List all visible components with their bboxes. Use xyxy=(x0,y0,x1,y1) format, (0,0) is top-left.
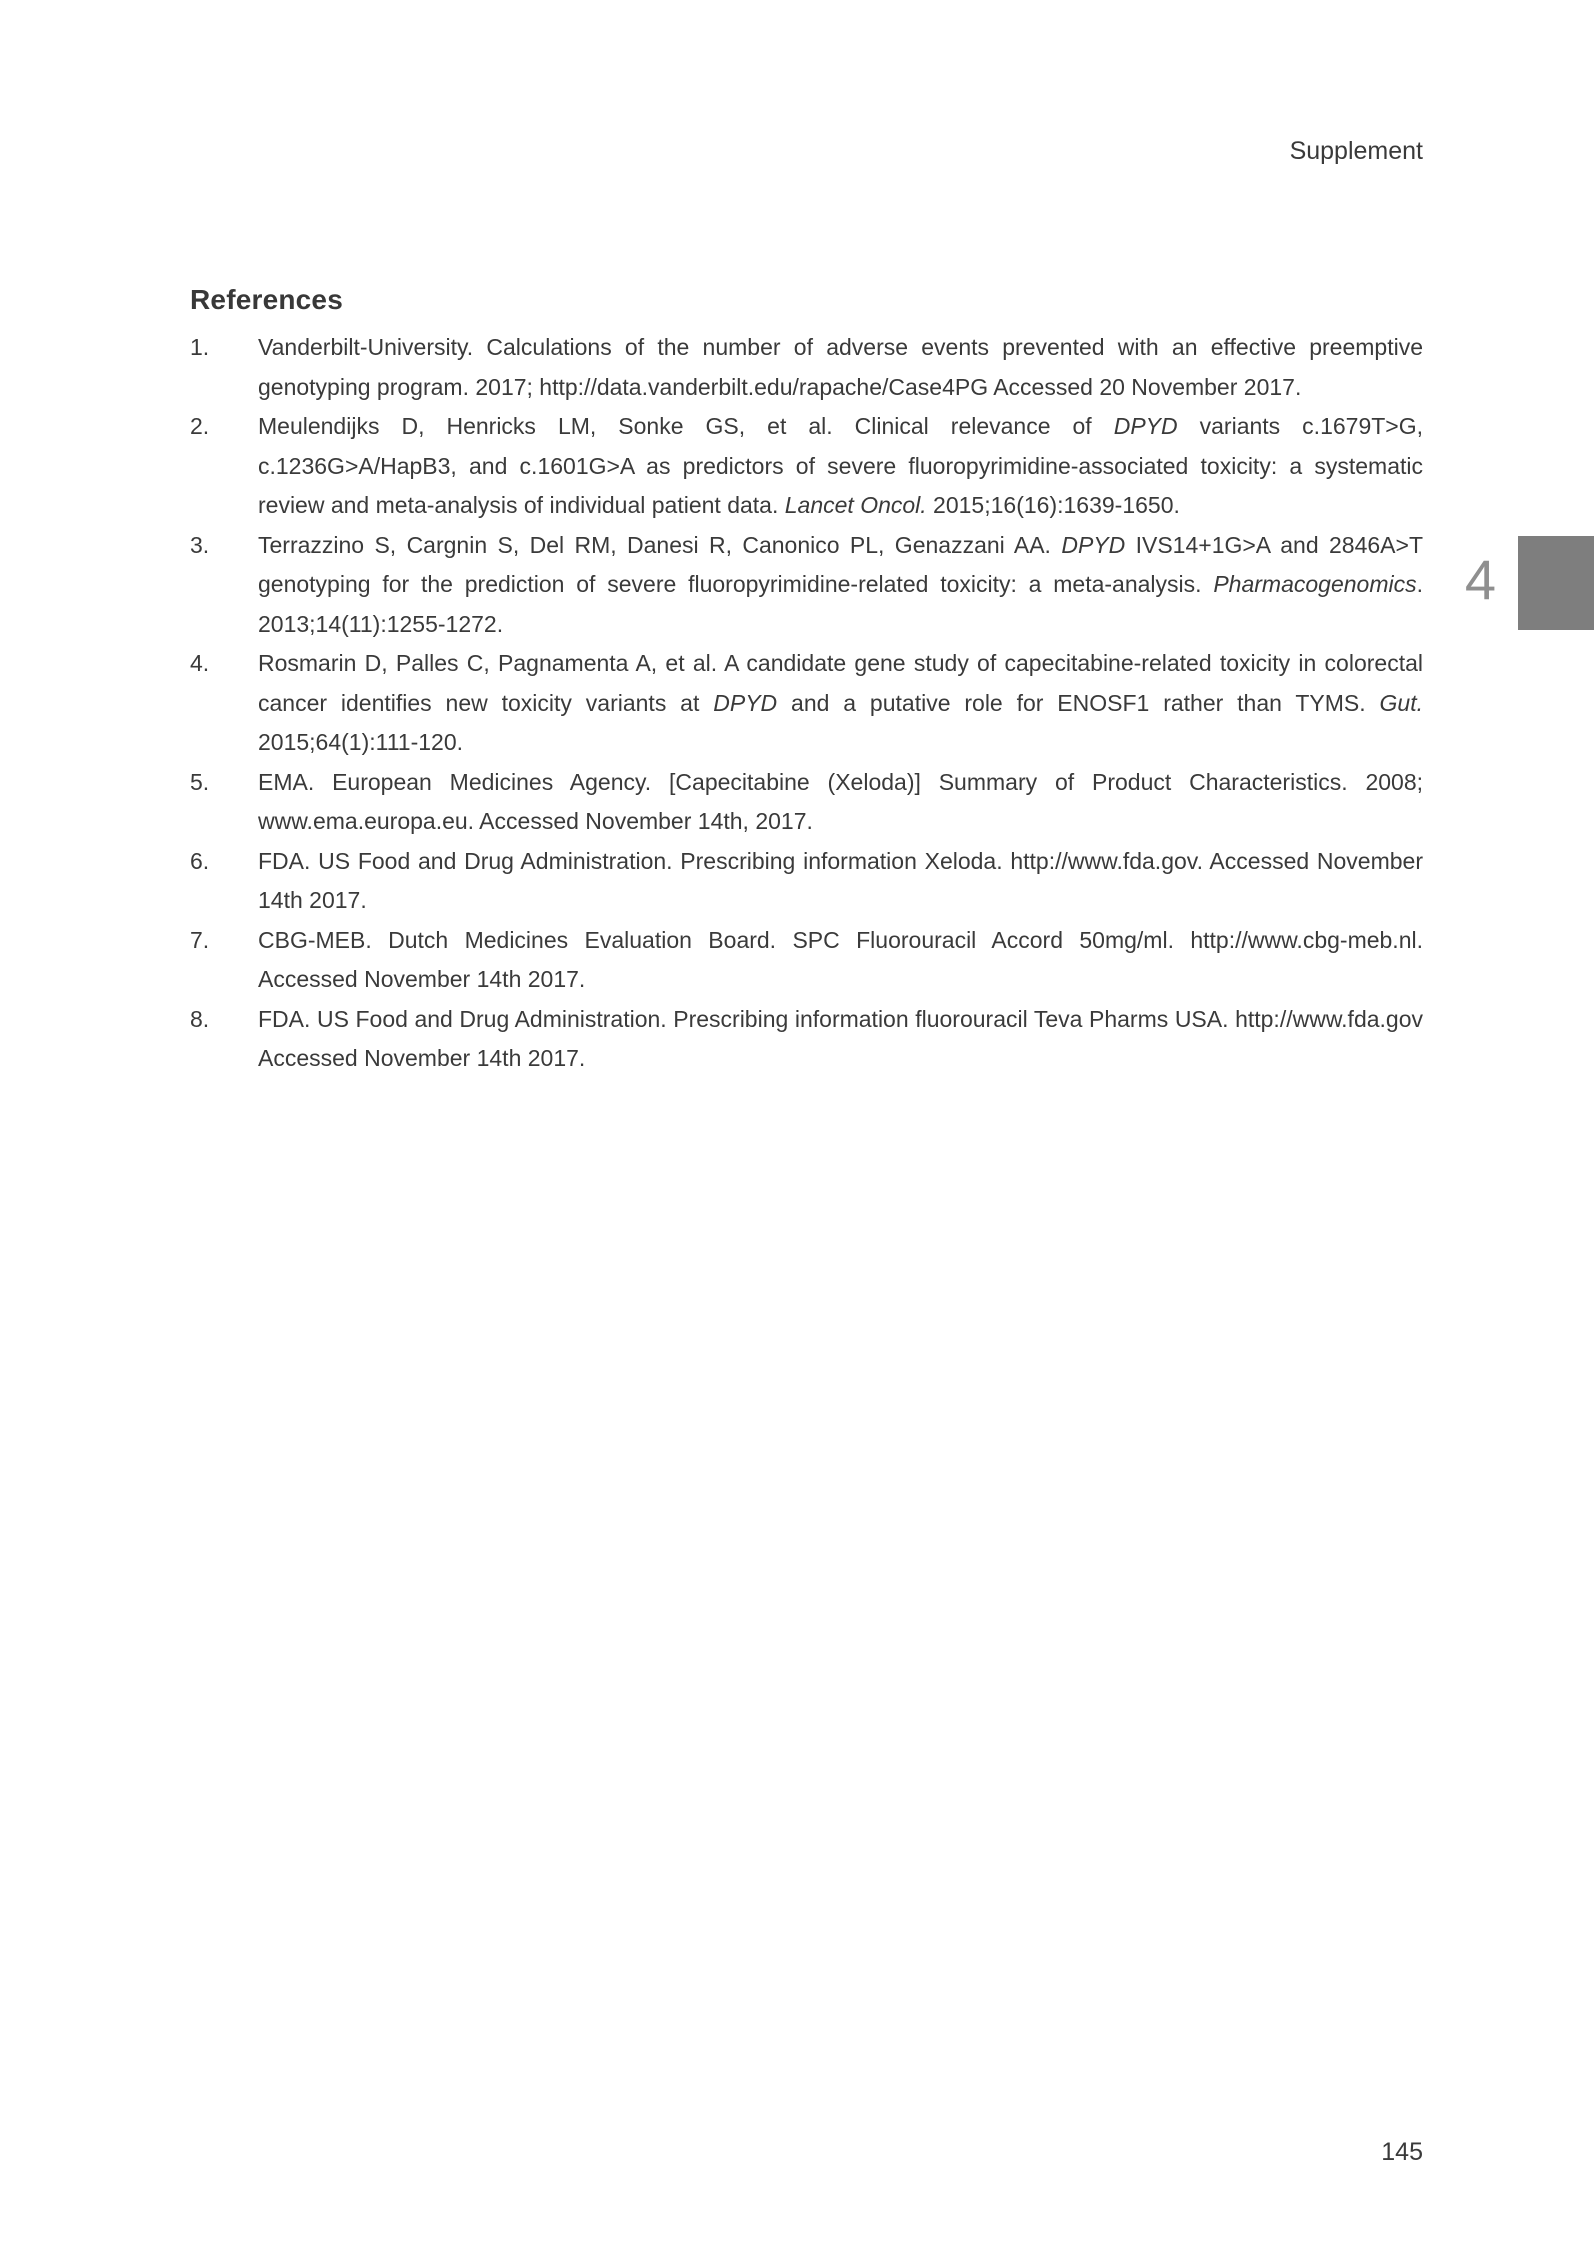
reference-number: 6. xyxy=(190,847,210,874)
reference-segment: FDA. US Food and Drug Administration. Prescribing information Xeloda. http://www.fda.gov. Accessed November 14th 2017. xyxy=(258,847,1423,913)
chapter-tab xyxy=(1518,536,1594,630)
reference-number: 1. xyxy=(190,334,210,360)
reference-text xyxy=(258,526,1423,645)
references-section xyxy=(190,284,1423,1079)
reference-number: 4. xyxy=(190,650,210,676)
reference-number: 5. xyxy=(190,768,210,795)
reference-item xyxy=(190,921,1423,1000)
chapter-number: 4 xyxy=(1464,548,1496,611)
reference-text xyxy=(258,842,1423,921)
reference-segment: DPYD xyxy=(1061,531,1126,558)
reference-text xyxy=(258,328,1423,407)
reference-segment: CBG-MEB. Dutch Medicines Evaluation Board. SPC Fluorouracil Accord 50mg/ml. http://www.cbg-meb.nl. Accessed November 14th 2017. xyxy=(258,926,1423,992)
reference-item xyxy=(190,1000,1423,1079)
reference-item xyxy=(190,328,1423,407)
reference-segment: DPYD xyxy=(1113,413,1178,439)
reference-item xyxy=(190,763,1423,842)
reference-segment: EMA. European Medicines Agency. [Capecitabine (Xeloda)] Summary of Product Characteristics. 2008; www.ema.europa.eu. Accessed November 14th, 2017. xyxy=(258,768,1423,834)
reference-segment: 2015;16(16):1639-1650. xyxy=(926,492,1180,518)
reference-segment: DPYD xyxy=(713,689,778,716)
reference-segment: Meulendijks D, Henricks LM, Sonke GS, et al. Clinical relevance of xyxy=(258,413,1114,439)
reference-segment: Rosmarin D, Palles C, Pagnamenta A, et al. A candidate gene study of capecitabine-related toxicity in colorectal cancer identifies new toxicity variants at xyxy=(258,650,1423,716)
reference-item xyxy=(190,842,1423,921)
reference-text xyxy=(258,407,1423,526)
page-number: 145 xyxy=(1381,2138,1423,2166)
reference-segment: FDA. US Food and Drug Administration. Prescribing information fluorouracil Teva Pharms USA. http://www.fda.gov Accessed November 14th 2017. xyxy=(258,1005,1423,1071)
reference-segment: and a putative role for ENOSF1 rather than TYMS. xyxy=(777,689,1380,716)
reference-number: 8. xyxy=(190,1005,210,1032)
reference-segment: Terrazzino S, Cargnin S, Del RM, Danesi R, Canonico PL, Genazzani AA. xyxy=(258,531,1062,558)
reference-text xyxy=(258,763,1423,842)
reference-item xyxy=(190,407,1423,526)
reference-segment: Pharmacogenomics xyxy=(1213,571,1417,597)
reference-number: 2. xyxy=(190,413,210,439)
reference-segment: Lancet Oncol. xyxy=(784,492,927,518)
reference-segment: IVS14+1G>A and 2846A>T genotyping for the prediction of severe fluoropyrimidine-related toxicity: a meta-analysis. xyxy=(258,531,1423,597)
reference-text xyxy=(258,644,1423,763)
reference-text xyxy=(258,1000,1423,1079)
reference-text xyxy=(258,921,1423,1000)
reference-number: 3. xyxy=(190,531,210,558)
references-list xyxy=(190,328,1423,1079)
reference-item xyxy=(190,644,1423,763)
reference-segment: Vanderbilt-University. Calculations of the number of adverse events prevented with an effective preemptive genotyping program. 2017; http://data.vanderbilt.edu/rapache/Case4PG Accessed 20 November 2017. xyxy=(258,334,1423,400)
reference-segment: variants c.1679T>G, c.1236G>A/HapB3, and c.1601G>A as predictors of severe fluoropyrimidine-associated toxicity: a systematic review and meta-analysis of individual patient data. xyxy=(258,413,1423,518)
reference-segment: Gut. xyxy=(1379,689,1423,716)
running-header: Supplement xyxy=(1289,137,1423,165)
references-title: References xyxy=(190,284,343,315)
reference-segment: . 2013;14(11):1255-1272. xyxy=(258,571,1423,637)
reference-number: 7. xyxy=(190,926,210,953)
reference-item xyxy=(190,526,1423,645)
reference-segment: 2015;64(1):111-120. xyxy=(258,729,464,755)
